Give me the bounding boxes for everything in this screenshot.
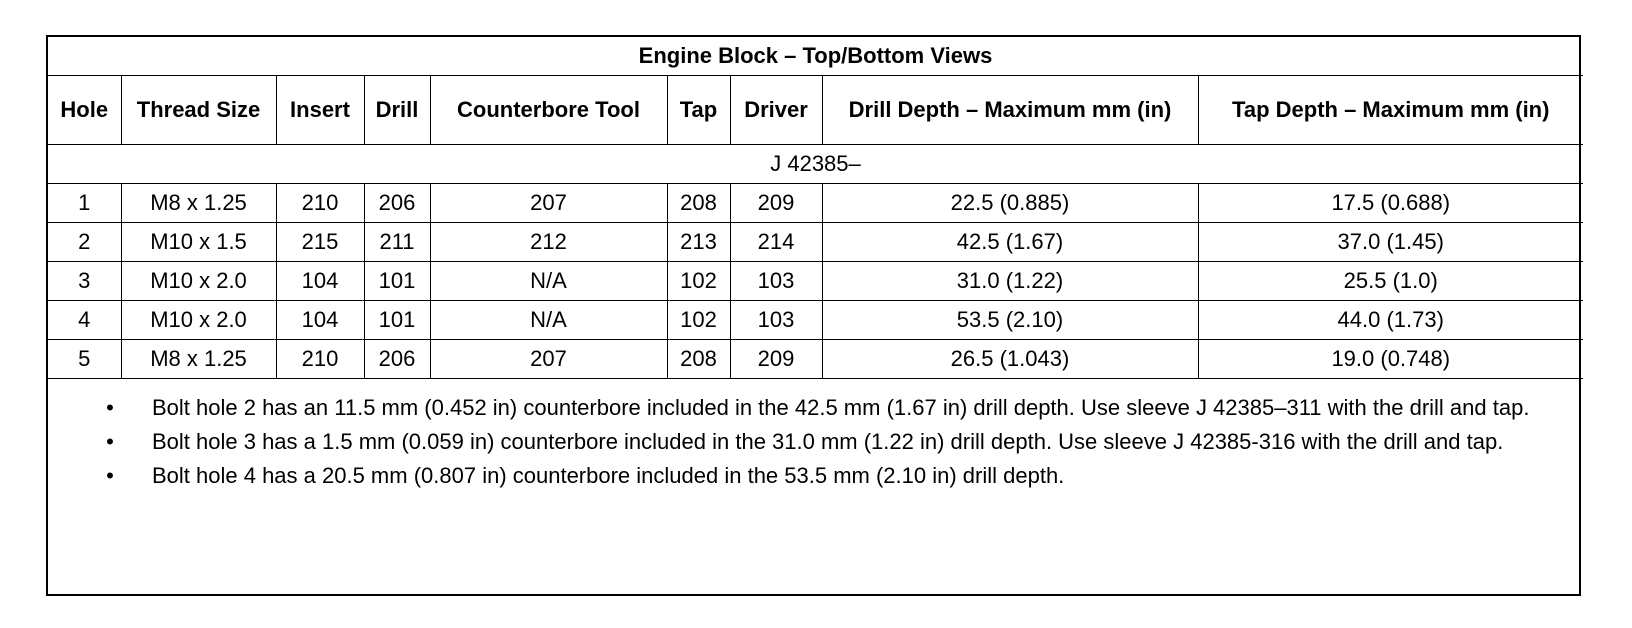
- cell-thread-size: M10 x 2.0: [121, 262, 276, 301]
- cell-counterbore-tool: 212: [430, 223, 667, 262]
- cell-tap: 102: [667, 301, 730, 340]
- cell-tap-depth: 19.0 (0.748): [1198, 340, 1583, 379]
- cell-drill-depth: 42.5 (1.67): [822, 223, 1198, 262]
- cell-driver: 103: [730, 262, 822, 301]
- cell-thread-size: M8 x 1.25: [121, 184, 276, 223]
- header-driver: Driver: [730, 76, 822, 145]
- cell-drill-depth: 26.5 (1.043): [822, 340, 1198, 379]
- cell-thread-size: M10 x 2.0: [121, 301, 276, 340]
- bullet-icon: •: [106, 429, 114, 454]
- cell-driver: 209: [730, 184, 822, 223]
- table-row: [48, 262, 1583, 301]
- table-header-row: [48, 76, 1583, 145]
- cell-drill-depth: 53.5 (2.10): [822, 301, 1198, 340]
- table-row: [48, 223, 1583, 262]
- header-drill: Drill: [364, 76, 430, 145]
- cell-tap: 213: [667, 223, 730, 262]
- note-text: Bolt hole 3 has a 1.5 mm (0.059 in) counterbore included in the 31.0 mm (1.22 in) drill depth. Use sleeve J 42385-316 with the drill and tap.: [152, 429, 1504, 454]
- header-tap: Tap: [667, 76, 730, 145]
- cell-driver: 214: [730, 223, 822, 262]
- cell-tap-depth: 44.0 (1.73): [1198, 301, 1583, 340]
- cell-hole: 1: [48, 184, 121, 223]
- header-drill-depth: Drill Depth – Maximum mm (in): [822, 76, 1198, 145]
- cell-hole: 4: [48, 301, 121, 340]
- cell-insert: 215: [276, 223, 364, 262]
- cell-tap-depth: 37.0 (1.45): [1198, 223, 1583, 262]
- cell-counterbore-tool: 207: [430, 340, 667, 379]
- header-thread-size: Thread Size: [121, 76, 276, 145]
- cell-thread-size: M10 x 1.5: [121, 223, 276, 262]
- cell-drill: 101: [364, 301, 430, 340]
- table-title-row: [48, 37, 1583, 76]
- tool-group-label: J 42385–: [48, 145, 1583, 184]
- header-hole: Hole: [48, 76, 121, 145]
- cell-drill: 101: [364, 262, 430, 301]
- cell-counterbore-tool: N/A: [430, 301, 667, 340]
- engine-block-spec-table: [48, 37, 1583, 379]
- notes-list: [100, 395, 1567, 489]
- header-counterbore-tool: Counterbore Tool: [430, 76, 667, 145]
- header-tap-depth: Tap Depth – Maximum mm (in): [1198, 76, 1583, 145]
- bullet-icon: •: [106, 395, 114, 420]
- cell-tap: 102: [667, 262, 730, 301]
- cell-hole: 2: [48, 223, 121, 262]
- cell-drill: 211: [364, 223, 430, 262]
- cell-hole: 5: [48, 340, 121, 379]
- notes-section: [48, 389, 1579, 497]
- cell-drill: 206: [364, 340, 430, 379]
- cell-hole: 3: [48, 262, 121, 301]
- table-row: [48, 184, 1583, 223]
- cell-thread-size: M8 x 1.25: [121, 340, 276, 379]
- cell-insert: 104: [276, 262, 364, 301]
- header-insert: Insert: [276, 76, 364, 145]
- list-item: [100, 429, 1567, 455]
- cell-insert: 210: [276, 340, 364, 379]
- cell-driver: 103: [730, 301, 822, 340]
- document-frame: [46, 35, 1581, 596]
- cell-drill-depth: 22.5 (0.885): [822, 184, 1198, 223]
- cell-tap-depth: 25.5 (1.0): [1198, 262, 1583, 301]
- cell-driver: 209: [730, 340, 822, 379]
- list-item: [100, 395, 1567, 421]
- note-text: Bolt hole 4 has a 20.5 mm (0.807 in) counterbore included in the 53.5 mm (2.10 in) drill depth.: [152, 463, 1065, 488]
- bullet-icon: •: [106, 463, 114, 488]
- cell-drill-depth: 31.0 (1.22): [822, 262, 1198, 301]
- cell-counterbore-tool: 207: [430, 184, 667, 223]
- tool-group-row: [48, 145, 1583, 184]
- cell-counterbore-tool: N/A: [430, 262, 667, 301]
- cell-drill: 206: [364, 184, 430, 223]
- table-title: Engine Block – Top/Bottom Views: [48, 37, 1583, 76]
- note-text: Bolt hole 2 has an 11.5 mm (0.452 in) counterbore included in the 42.5 mm (1.67 in) drill depth. Use sleeve J 42385–311 with the drill and tap.: [152, 395, 1530, 420]
- cell-insert: 104: [276, 301, 364, 340]
- cell-tap-depth: 17.5 (0.688): [1198, 184, 1583, 223]
- list-item: [100, 463, 1567, 489]
- table-row: [48, 301, 1583, 340]
- cell-tap: 208: [667, 184, 730, 223]
- table-row: [48, 340, 1583, 379]
- cell-insert: 210: [276, 184, 364, 223]
- cell-tap: 208: [667, 340, 730, 379]
